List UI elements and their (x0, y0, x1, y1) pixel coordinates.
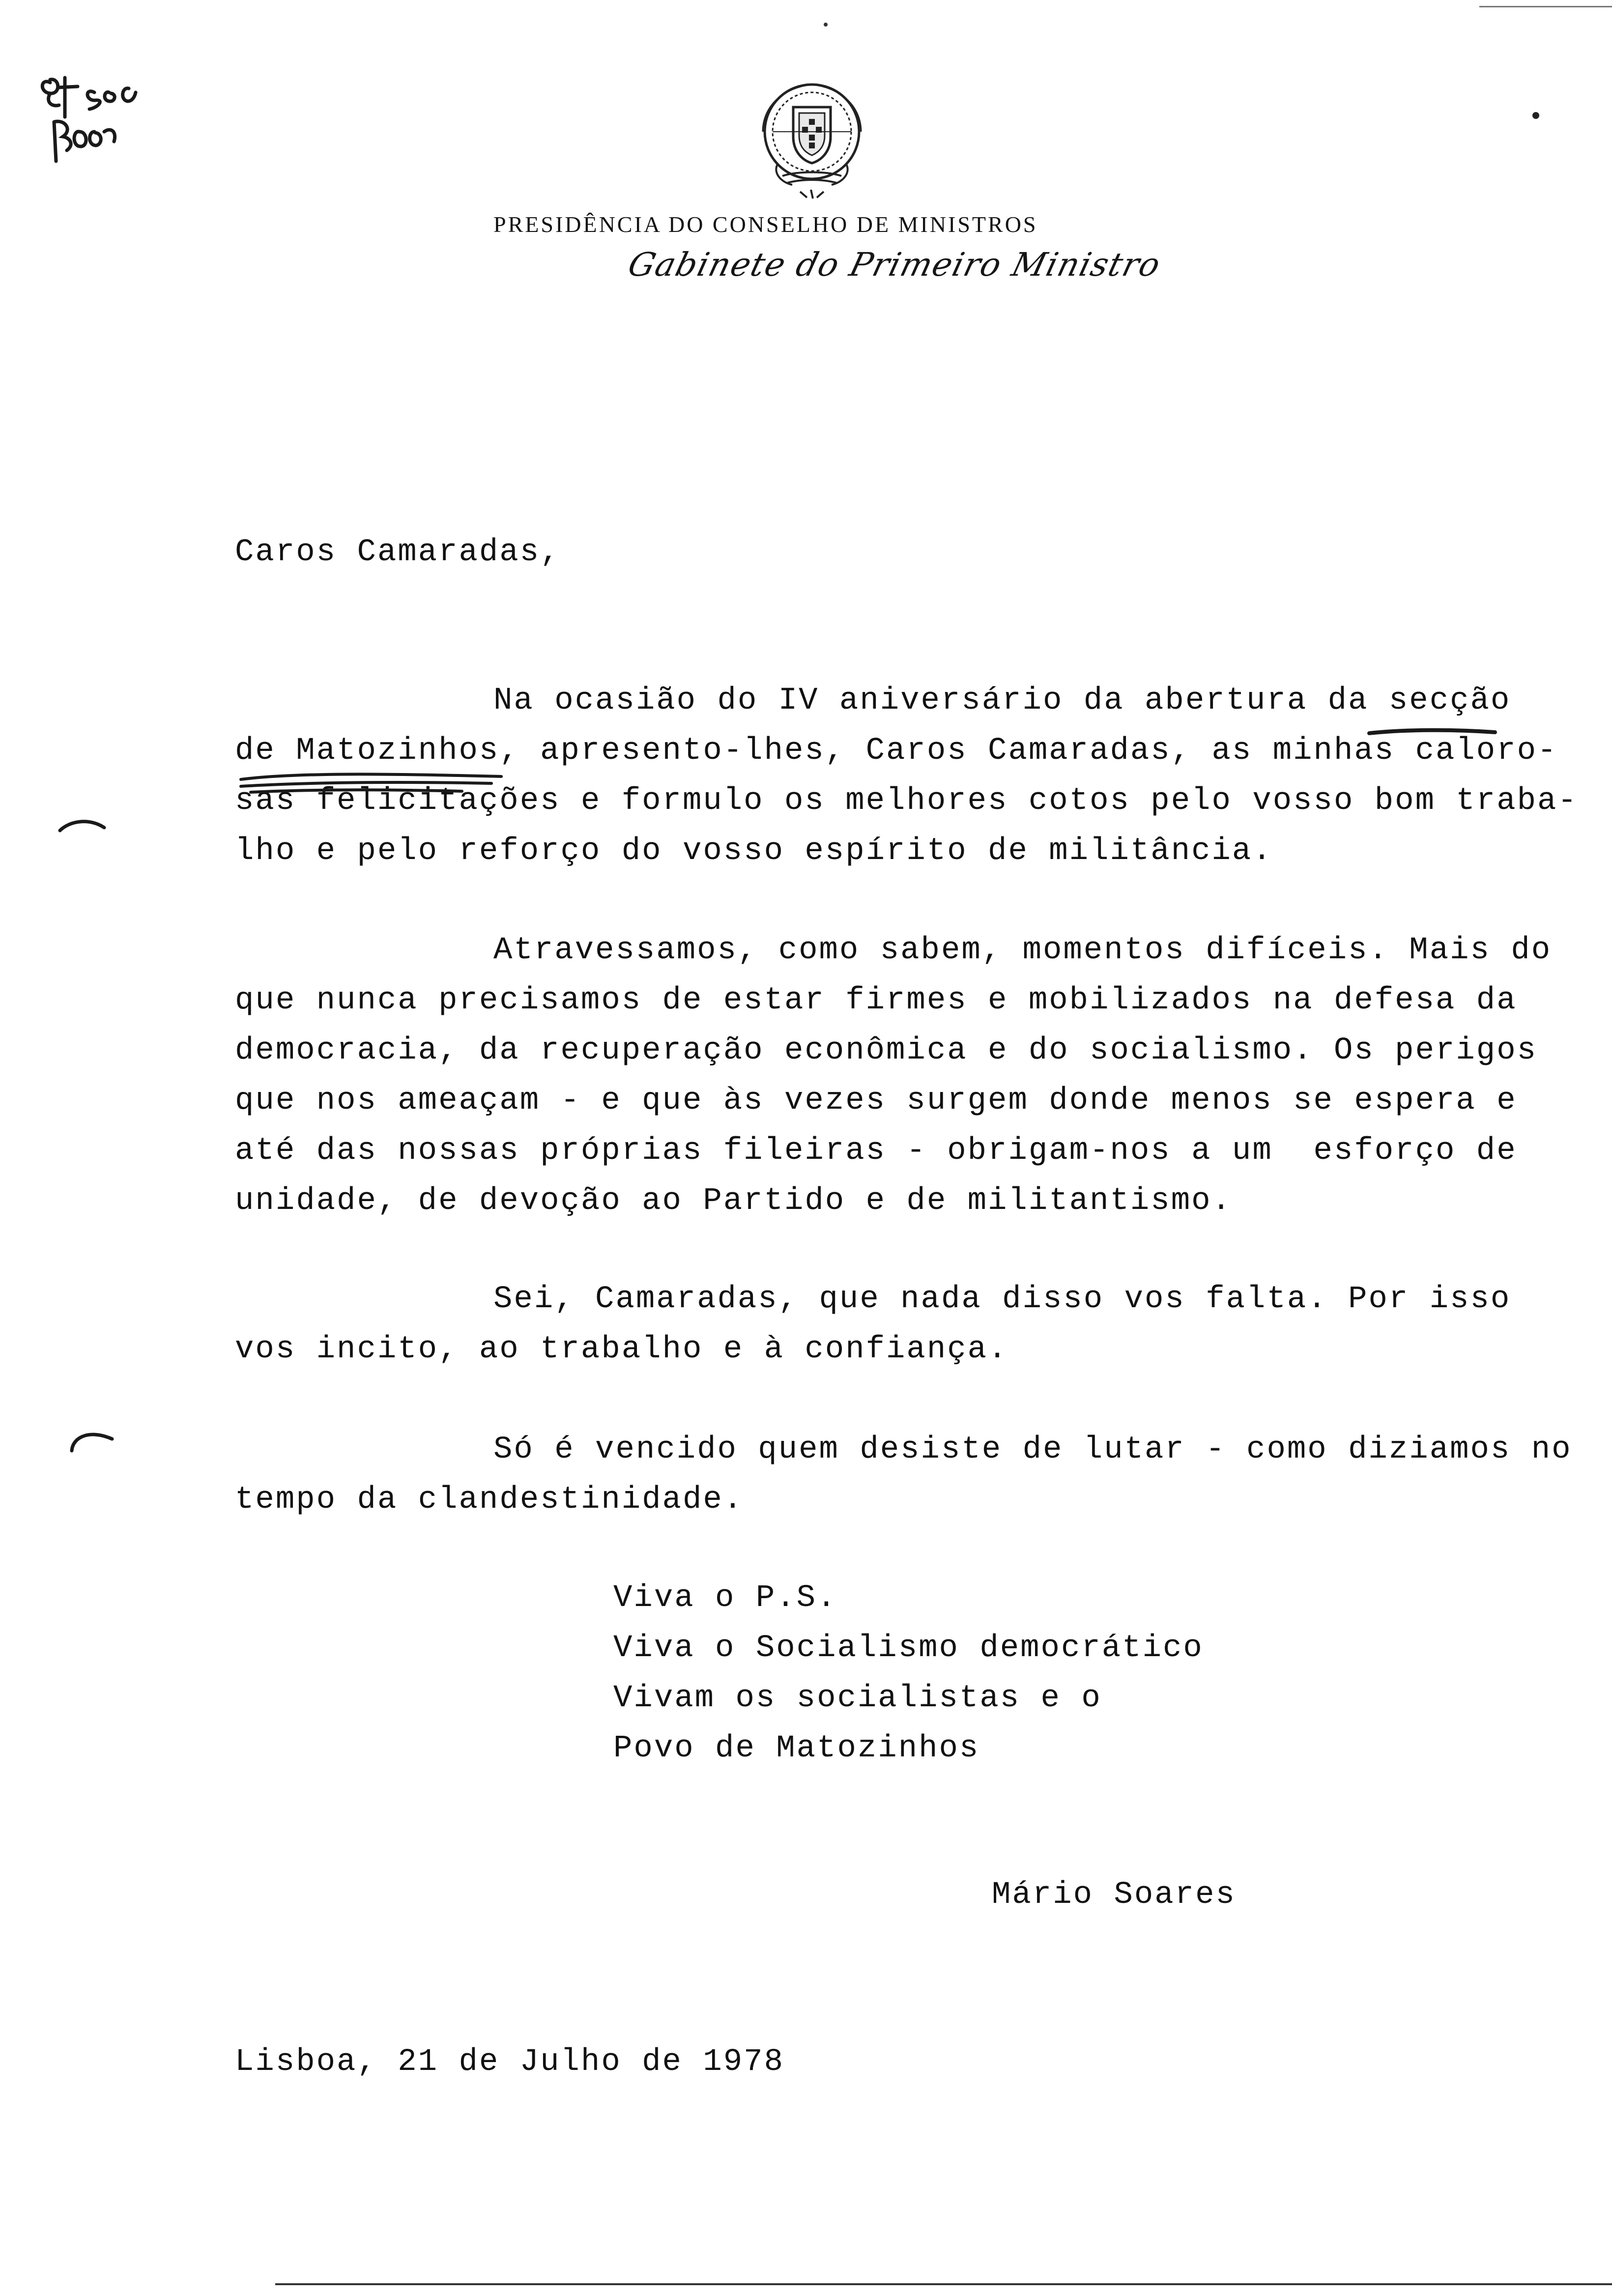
closing-line-4: Povo de Matozinhos (613, 1731, 980, 1766)
paper-speck (821, 20, 831, 29)
paragraph-1-line-2: de Matozinhos, apresento-lhes, Caros Camaradas, as minhas caloro- (235, 733, 1558, 769)
pen-underline-matozinhos (236, 770, 511, 799)
paragraph-1-line-3: sas felicitações e formulo os melhores cotos pelo vosso bom traba- (235, 783, 1578, 819)
closing-line-1: Viva o P.S. (613, 1580, 837, 1616)
handwritten-annotation (30, 58, 198, 166)
paragraph-2-line-4: que nos ameaçam - e que às vezes surgem donde menos se espera e (235, 1083, 1517, 1119)
pen-underline-seccao (1366, 723, 1499, 743)
paragraph-2-line-2: que nunca precisamos de estar firmes e mobilizados na defesa da (235, 983, 1517, 1018)
coat-of-arms-emblem (753, 78, 871, 201)
letterhead-office: Gabinete do Primeiro Ministro (624, 246, 1165, 284)
closing-line-2: Viva o Socialismo democrático (613, 1631, 1204, 1666)
paragraph-2-line-1: Atravessamos, como sabem, momentos difíceis. Mais do (493, 933, 1552, 968)
closing-line-3: Vivam os socialistas e o (613, 1681, 1102, 1716)
paragraph-4-line-2: tempo da clandestinidade. (235, 1482, 744, 1518)
salutation: Caros Camaradas, (235, 535, 561, 570)
paragraph-3-line-2: vos incito, ao trabalho e à confiança. (235, 1332, 1008, 1367)
paragraph-2-line-6: unidade, de devoção ao Partido e de militantismo. (235, 1183, 1232, 1219)
paragraph-1-line-1: Na ocasião do IV aniversário da abertura da secção (493, 683, 1511, 718)
scan-edge-bottom (275, 2283, 1612, 2285)
scan-edge-top (1479, 6, 1612, 7)
letterhead-institution: PRESIDÊNCIA DO CONSELHO DE MINISTROS (493, 212, 1038, 237)
signature-name: Mário Soares (992, 1877, 1236, 1913)
margin-mark-2 (65, 1422, 119, 1457)
paper-speck (1528, 108, 1543, 123)
date-place: Lisboa, 21 de Julho de 1978 (235, 2044, 784, 2080)
paragraph-2-line-3: democracia, da recuperação econômica e do socialismo. Os perigos (235, 1033, 1537, 1068)
paragraph-1-line-4: lho e pelo reforço do vosso espírito de militância. (235, 833, 1273, 869)
paragraph-3-line-1: Sei, Camaradas, que nada disso vos falta. Por isso (493, 1282, 1511, 1317)
margin-mark-1 (55, 811, 109, 840)
paragraph-4-line-1: Só é vencido quem desiste de lutar - como diziamos no (493, 1432, 1572, 1467)
paragraph-2-line-5: até das nossas próprias fileiras - obrigam-nos a um esforço de (235, 1133, 1517, 1169)
